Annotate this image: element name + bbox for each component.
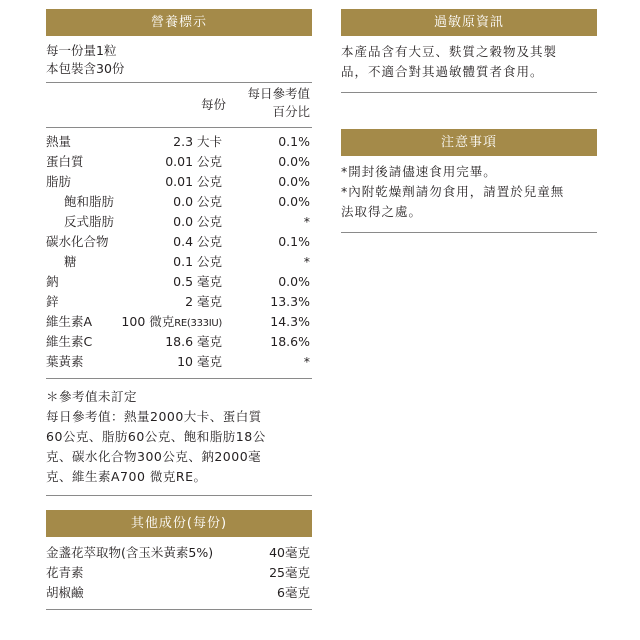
ingredient-amount: 40毫克 bbox=[269, 545, 310, 560]
table-row bbox=[46, 272, 312, 292]
ingredient-name: 金盞花萃取物(含玉米黃素5%) bbox=[46, 545, 214, 560]
caution-title: 注意事項 bbox=[341, 129, 597, 156]
nutrient-amount: 18.6 毫克 bbox=[165, 334, 222, 349]
other-ingredients-panel bbox=[46, 510, 312, 610]
nutrient-name: 飽和脂肪 bbox=[64, 194, 115, 209]
table-row bbox=[46, 172, 312, 192]
nutrient-dv: 18.6% bbox=[270, 334, 310, 349]
nutrient-amount: 0.1 公克 bbox=[173, 254, 222, 269]
footnotes bbox=[46, 379, 312, 495]
col-per-serving: 每份 bbox=[200, 97, 226, 112]
nutrient-amount: 0.5 毫克 bbox=[173, 274, 222, 289]
caution-section bbox=[341, 129, 597, 233]
nutrient-amount: 2.3 大卡 bbox=[173, 134, 222, 149]
ingredient-amount: 6毫克 bbox=[277, 585, 310, 600]
nutrient-dv: 0.0% bbox=[278, 174, 310, 189]
nutrition-rows bbox=[46, 128, 312, 378]
amount-note: RE(333IU) bbox=[174, 318, 222, 329]
nutrient-name: 維生素C bbox=[46, 334, 93, 349]
nutrient-dv: * bbox=[303, 254, 310, 269]
nutrient-amount: 0.0 公克 bbox=[173, 214, 222, 229]
nutrition-title: 營養標示 bbox=[46, 9, 312, 36]
column-headers bbox=[46, 83, 312, 127]
nutrient-amount: 10 毫克 bbox=[177, 354, 222, 369]
serving-size: 每一份量1粒 bbox=[46, 43, 117, 58]
nutrient-dv: * bbox=[303, 214, 310, 229]
divider bbox=[341, 232, 597, 233]
footnote-line: 60公克、脂肪60公克、飽和脂肪18公 bbox=[46, 429, 266, 444]
nutrient-name: 糖 bbox=[64, 254, 77, 269]
info-panel bbox=[341, 9, 597, 233]
nutrient-amount: 0.0 公克 bbox=[173, 194, 222, 209]
col-daily-value: 每日參考值 百分比 bbox=[247, 86, 310, 119]
nutrient-name: 脂肪 bbox=[46, 174, 72, 189]
table-row bbox=[46, 292, 312, 312]
table-row bbox=[46, 132, 312, 152]
footnote-line: 克、維生素A700 微克RE。 bbox=[46, 469, 207, 484]
table-row bbox=[46, 352, 312, 372]
nutrient-amount: 0.4 公克 bbox=[173, 234, 222, 249]
nutrient-amount: 0.01 公克 bbox=[165, 154, 222, 169]
allergen-title: 過敏原資訊 bbox=[341, 9, 597, 36]
nutrient-name: 維生素A bbox=[46, 314, 93, 329]
nutrient-name: 鈉 bbox=[46, 274, 59, 289]
nutrient-name: 碳水化合物 bbox=[46, 234, 109, 249]
nutrient-name: 鋅 bbox=[46, 294, 59, 309]
table-row bbox=[46, 232, 312, 252]
footnote-line: 克、碳水化合物300公克、鈉2000毫 bbox=[46, 449, 262, 464]
allergen-section bbox=[341, 9, 597, 93]
nutrition-panel bbox=[46, 9, 312, 610]
nutrient-amount: 0.01 公克 bbox=[165, 174, 222, 189]
nutrient-dv: 0.1% bbox=[278, 234, 310, 249]
nutrient-dv: 0.0% bbox=[278, 274, 310, 289]
servings-per-package: 本包裝含30份 bbox=[46, 61, 125, 76]
nutrient-amount: 100 微克RE(333IU) bbox=[121, 314, 222, 329]
list-item bbox=[46, 563, 312, 583]
table-row bbox=[46, 152, 312, 172]
allergen-text: 本產品含有大豆、麩質之穀物及其製 品，不適合對其過敏體質者食用。 bbox=[341, 44, 558, 79]
table-row bbox=[46, 252, 312, 272]
nutrient-dv: 14.3% bbox=[270, 314, 310, 329]
nutrient-dv: * bbox=[303, 354, 310, 369]
footnote-line: ＊參考值未訂定 bbox=[46, 389, 138, 404]
other-ingredients-title: 其他成份(每份) bbox=[46, 510, 312, 537]
table-row bbox=[46, 192, 312, 212]
ingredient-name: 胡椒鹼 bbox=[46, 585, 84, 600]
nutrient-name: 葉黃素 bbox=[46, 354, 84, 369]
table-row bbox=[46, 312, 312, 332]
nutrient-dv: 0.0% bbox=[278, 194, 310, 209]
nutrient-amount: 2 毫克 bbox=[185, 294, 222, 309]
table-row bbox=[46, 212, 312, 232]
nutrient-name: 反式脂肪 bbox=[64, 214, 115, 229]
nutrient-dv: 0.1% bbox=[278, 134, 310, 149]
nutrient-dv: 13.3% bbox=[270, 294, 310, 309]
divider bbox=[46, 495, 312, 496]
divider bbox=[46, 609, 312, 610]
ingredient-amount: 25毫克 bbox=[269, 565, 310, 580]
caution-text: *開封後請儘速食用完畢。 *內附乾燥劑請勿食用，請置於兒童無 法取得之處。 bbox=[341, 164, 565, 219]
other-ingredients-rows bbox=[46, 537, 312, 609]
nutrient-name: 蛋白質 bbox=[46, 154, 84, 169]
table-row bbox=[46, 332, 312, 352]
footnote-line: 每日參考值：熱量2000大卡、蛋白質 bbox=[46, 409, 262, 424]
nutrient-dv: 0.0% bbox=[278, 154, 310, 169]
list-item bbox=[46, 583, 312, 603]
ingredient-name: 花青素 bbox=[46, 565, 84, 580]
nutrient-name: 熱量 bbox=[46, 134, 72, 149]
serving-info bbox=[46, 36, 312, 82]
list-item bbox=[46, 543, 312, 563]
